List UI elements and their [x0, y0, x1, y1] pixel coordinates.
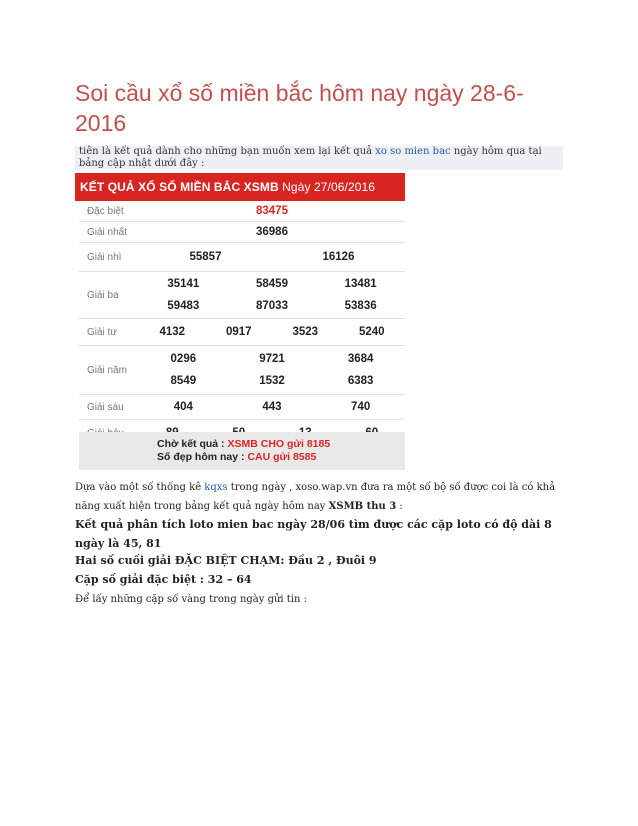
kqxs-link[interactable]: kqxs: [204, 482, 228, 493]
prize-number: 3684: [347, 353, 374, 365]
results-header-title: KẾT QUẢ XỔ SỐ MIỀN BẮC XSMB: [80, 180, 279, 194]
prize-number: 55857: [189, 251, 222, 263]
paragraph-text: :: [396, 501, 403, 512]
prize-number: 1532: [259, 375, 285, 387]
prize-number: 16126: [322, 251, 355, 263]
table-row: [79, 222, 405, 243]
table-row: [79, 395, 405, 420]
prize-number: 8549: [170, 375, 197, 387]
intro-text: tiên là kết quả dành cho những bạn muốn xem lại kết quả: [79, 146, 376, 157]
prize-number: 59483: [167, 300, 200, 312]
prize-number: 4132: [159, 326, 186, 338]
body-paragraph: [75, 478, 565, 516]
prize-number: 36986: [256, 226, 288, 238]
prize-label: Giải nhất: [79, 222, 139, 243]
prize-label: Giải sáu: [79, 395, 139, 420]
paragraph-text: trong ngày , xoso.wap.vn đưa ra một số bộ số được coi là có khả năng xuất hiện trong bảng kết quả ngày hôm nay: [75, 482, 556, 512]
results-header-date: Ngày 27/06/2016: [282, 180, 376, 194]
prize-number: 53836: [344, 300, 377, 312]
prize-label: Giải ba: [79, 272, 139, 319]
prize-number: 3523: [292, 326, 319, 338]
prize-number: 87033: [255, 300, 288, 312]
footer-label: Chờ kết quả :: [157, 438, 225, 450]
results-image: [75, 173, 405, 472]
footer-label: Số đẹp hôm nay :: [157, 451, 245, 463]
results-table: [79, 201, 405, 447]
intro-text-after: ngày hôm qua tại bảng cập nhật dưới đây :: [79, 146, 542, 169]
table-row: [79, 272, 405, 319]
prize-number: 58459: [255, 278, 288, 290]
results-footer: [79, 432, 405, 470]
table-row: [79, 201, 405, 222]
intro-paragraph: [75, 146, 563, 170]
prize-label: Đặc biệt: [79, 201, 139, 222]
table-row: [79, 319, 405, 346]
paragraph-bold-text: XSMB thu 3: [328, 501, 397, 512]
results-header: [75, 173, 405, 201]
prize-number: 404: [173, 401, 193, 413]
table-row: [79, 243, 405, 272]
prize-number: 443: [262, 401, 282, 413]
table-row: [79, 346, 405, 395]
special-prize-touch-paragraph: Hai số cuối giải ĐẶC BIỆT CHẠM: Đầu 2 , Đuôi 9: [75, 554, 377, 567]
prize-number: 5240: [358, 326, 385, 338]
prize-number: 0296: [170, 353, 197, 365]
prize-number: 740: [351, 401, 371, 413]
xo-so-mien-bac-link[interactable]: xo so mien bac: [375, 146, 451, 157]
paragraph-text: Dựa vào một số thống kê: [75, 482, 205, 493]
prize-number: 83475: [256, 205, 288, 217]
prize-number: 6383: [347, 375, 374, 387]
footer-sms-code: XSMB CHO gửi 8185: [227, 438, 331, 450]
prize-number: 9721: [259, 353, 285, 365]
prize-number: 35141: [167, 278, 200, 290]
prize-label: Giải tư: [79, 319, 139, 346]
prize-label: Giải nhì: [79, 243, 139, 272]
footer-sms-code: CAU gửi 8585: [247, 451, 317, 463]
sms-instruction-paragraph: Để lấy những cặp số vàng trong ngày gửi tin :: [75, 594, 307, 605]
special-prize-pair-paragraph: Cặp số giải đặc biệt : 32 – 64: [75, 573, 252, 586]
page-title: Soi cầu xổ số miền bắc hôm nay ngày 28-6-2016: [75, 80, 524, 136]
prize-number: 13481: [344, 278, 377, 290]
prize-label: Giải năm: [79, 346, 139, 395]
loto-analysis-paragraph: Kết quả phân tích loto mien bac ngày 28/06 tìm được các cặp loto có độ dài 8 ngày là 45, 81: [75, 518, 552, 550]
prize-number: 0917: [225, 326, 252, 338]
